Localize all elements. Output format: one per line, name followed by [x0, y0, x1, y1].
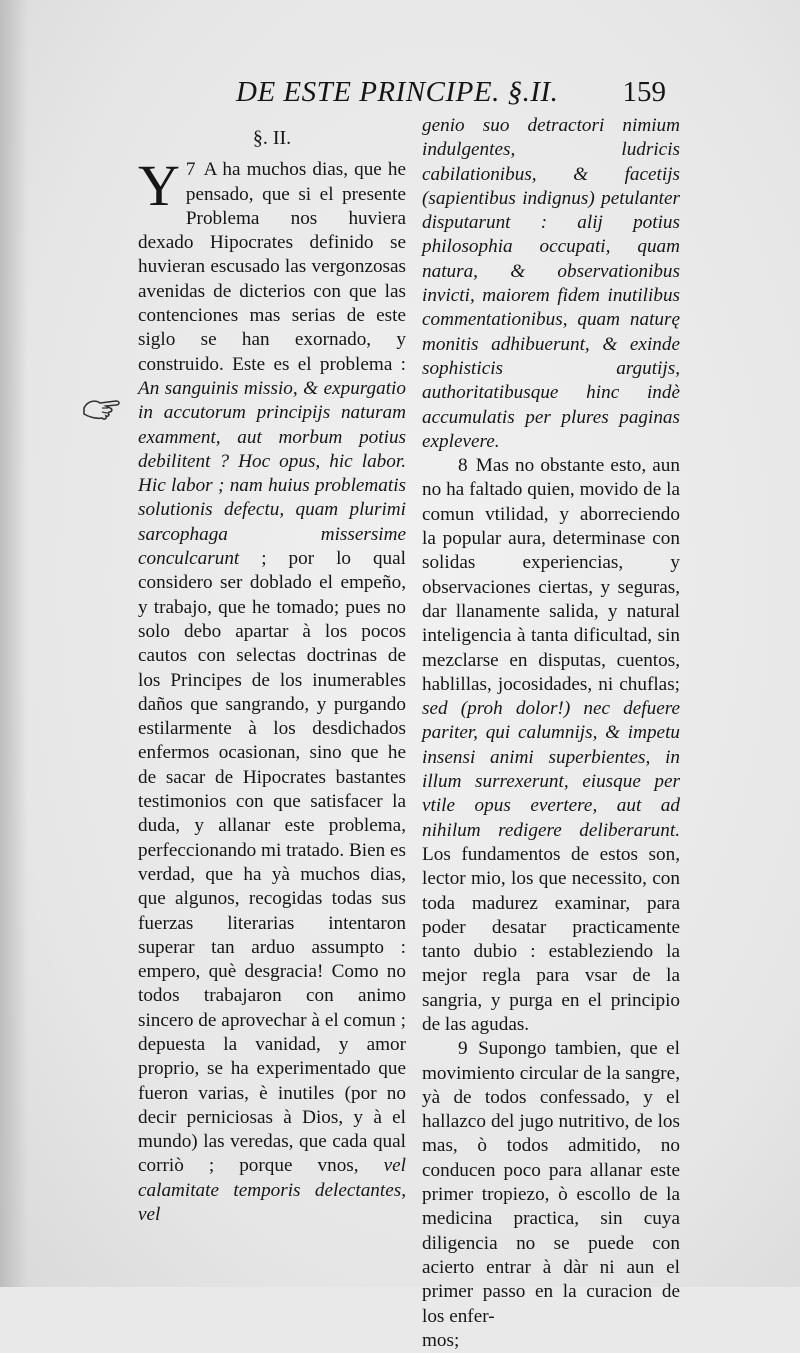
paragraph-9: [422, 1037, 680, 1329]
latin-quotation: An sanguinis missio, & expurgatio in accutorum principijs naturam examment, aut morbum potius debilitent ? Hoc opus, hic labor. Hic labor ; nam huius problematis solutionis defectu, quam plurimi sarcophaga missersime conculcarunt: [138, 377, 406, 570]
paragraph-text: A ha muchos dias, que he pensado, que si el presente Problema nos huviera dexado Hipocrates definido se huvieran escusado las vergonzosas avenidas de dicterios con que las contenciones mas serias de este siglo se han exornado, y construido. Este es el problema :: [138, 159, 407, 375]
paragraph-number: 8: [458, 455, 468, 477]
paragraph-text: ; por lo qual considero ser doblado el empeño, y trabajo, que he tomado; pues no solo debo apartar à los pocos cautos con selectas doctrinas de los Principes de los inumerables daños que sangrando, y purgando estilarmente à los desdichados enfermos ocasionan, sino que he de sacar de Hipocrates bastantes testimonios con que satisfacer la duda, y allanar este problema, perfeccionando mi tratado. Bien es verdad, que ha yà muchos dias, que algunos, recogidas todas sus fuerzas literarias intentaron superar tan arduo assumpto : empero, què desgracia! Como no todos trabajaron con animo sincero de aprovechar à el comun ; depuesta la vanidad, y amor proprio, se ha experimentado que fueron varias, è inutiles (por no decir perniciosas à Dios, y à el mundo) las veredas, que cada qual corriò ; porque vnos,: [138, 548, 406, 1177]
paragraph-7: [138, 153, 407, 1227]
catchword: mos;: [422, 1329, 460, 1351]
right-column: [422, 114, 680, 1353]
page-number: 159: [622, 76, 666, 108]
page-header: [236, 76, 666, 116]
paragraph-8: [422, 454, 680, 1037]
latin-continuation: [422, 114, 680, 454]
latin-quotation: vel calamitate temporis delectantes, vel: [138, 1155, 406, 1226]
pointing-hand-icon: [80, 394, 122, 422]
latin-quotation: sed (proh dolor!) nec defuere pariter, qui calumnijs, & impetu insensi animi superbientes, in illum surrexerunt, eiusque per vtile opus evertere, aut ad nihilum redigere deliberarunt.: [422, 698, 680, 841]
running-title: DE ESTE PRINCIPE. §.II.: [236, 76, 559, 108]
latin-quotation: genio suo detractori nimium indulgentes, ludricis cabilationibus, & facetijs (sapientibus indignus) petulanter disputarunt : alij potius philosophia occupati, quam natura, & observationibus invicti, maiorem fidem inutilibus commentationibus, quam naturę monitis adhibuerunt, & exinde sophisticis argutijs, authoritatibusque hinc indè accumulatis per plures paginas explevere.: [422, 115, 680, 452]
paragraph-number: 9: [458, 1038, 468, 1060]
paragraph-text: Los fundamentos de estos son, lector mio, los que necessito, con toda madurez examinar, para poder desatar practicamente tanto dubio : estableziendo la mejor regla para vsar de la sangria, y purga en el principio de las agudas.: [422, 843, 680, 1035]
paragraph-number: 7: [185, 159, 196, 181]
paragraph-text: Mas no obstante esto, aun no ha faltado quien, movido de la comun vtilidad, y aborreciendo la popular aura, determinase con solidas experiencias, y observaciones ciertas, y seguras, dar llanamente salida, y natural inteligencia à tanta dificultad, sin mezclarse en disputas, cuentos, hablillas, jocosidades, ni chuflas;: [422, 455, 680, 695]
drop-cap: Y: [138, 153, 180, 219]
left-column: [138, 126, 406, 1227]
section-heading: §. II.: [252, 127, 292, 149]
paragraph-text: Supongo tambien, que el movimiento circular de la sangre, yà de todos confessado, y el hallazco del jugo nutritivo, de los mas, ò todos admitido, no conducen poco para allanar este primer tropiezo, ò escollo de la medicina practica, sin cuya diligencia no se puede con acierto entrar à dàr ni aun el primer passo en la curacion de los enfer-: [422, 1038, 681, 1327]
page-gutter-shadow: [0, 0, 28, 1287]
